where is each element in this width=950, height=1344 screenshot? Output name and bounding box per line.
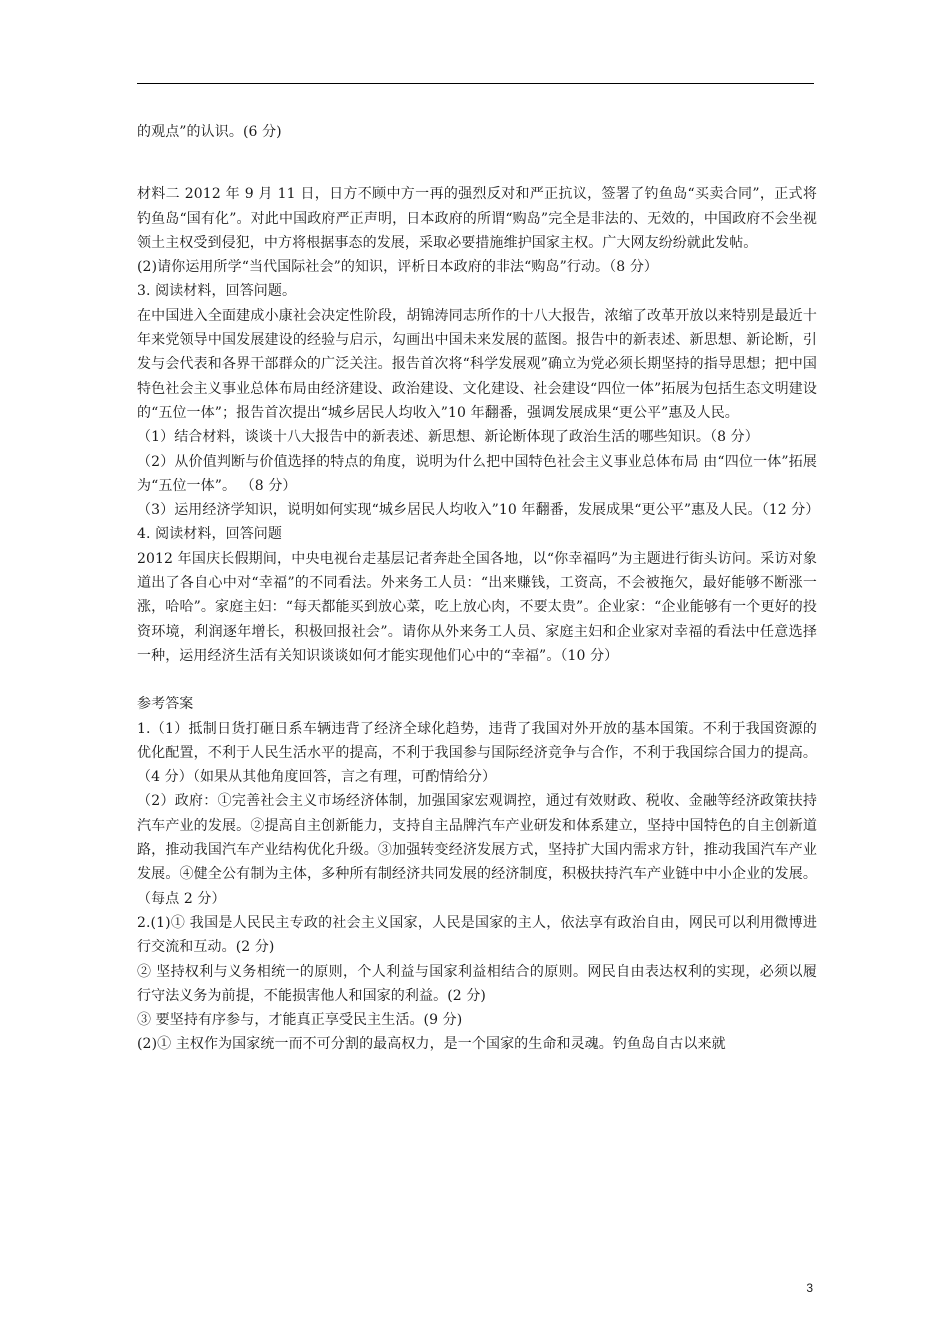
question-3-sub-2: （2）从价值判断与价值选择的特点的角度，说明为什么把中国特色社会主义事业总体布局 由“四位一体”拓展 为“五位一体”。 （8 分）: [137, 453, 817, 494]
answer-2-1: 2.(1)① 我国是人民民主专政的社会主义国家，人民是国家的主人，依法享有政治自由，网民可以利用微博进行交流和互动。(2 分): [137, 914, 817, 956]
question-3-sub-1: （1）结合材料，谈谈十八大报告中的新表述、新思想、新论断体现了政治生活的哪些知识。（8 分）: [137, 429, 759, 446]
answer-2-3: ③ 要坚持有序参与，才能真正享受民主生活。(9 分): [137, 1012, 463, 1029]
material-2: 材料二 2012 年 9 月 11 日，日方不顾中方一再的强烈反对和严正抗议，签署了钓鱼岛“买卖合同”，正式将钓鱼岛“国有化”。对此中国政府严正声明，日本政府的所谓“购岛”完全是非法的、无效的，中国政府不会坐视领土主权受到侵犯，中方将根据事态的发展，采取必要措施维护国家主权。广大网友纷纷就此发帖。: [137, 186, 817, 251]
answer-2-4: (2)① 主权作为国家统一而不可分割的最高权力，是一个国家的生命和灵魂。钓鱼岛自古以来就: [137, 1036, 726, 1053]
question-3-sub-3: （3）运用经济学知识，说明如何实现“城乡居民人均收入”10 年翻番，发展成果“更公平”惠及人民。（12 分）: [137, 502, 820, 519]
answer-1-2: （2）政府：①完善社会主义市场经济体制，加强国家宏观调控，通过有效财政、税收、金融等经济政策扶持汽车产业的发展。②提高自主创新能力，支持自主品牌汽车产业研发和体系建立，坚持中国特色的自主创新道路，推动我国汽车产业结构优化升级。③加强转变经济发展方式，坚持扩大国内需求方针，推动我国汽车产业发展。④健全公有制为主体，多种所有制经济共同发展的经济制度，积极扶持汽车产业链中中小企业的发展。（每点 2 分）: [137, 793, 817, 907]
header-rule: [137, 83, 814, 84]
top-fragment: 的观点”的认识。(6 分): [137, 124, 282, 140]
question-4-material: 2012 年国庆长假期间，中央电视台走基层记者奔赴全国各地，以“你幸福吗”为主题进行街头访问。采访对象道出了各自心中对“幸福”的不同看法。外来务工人员：“出来赚钱，工资高，不会被拖欠，最好能够不断涨一涨，哈哈”。家庭主妇：“每天都能买到放心菜，吃上放心肉，不要太贵”。企业家：“企业能够有一个更好的投资环境，利润逐年增长，积极回报社会”。请你从外来务工人员、家庭主妇和企业家对幸福的看法中任意选择一种，运用经济生活有关知识谈谈如何才能实现他们心中的“幸福”。（10 分）: [137, 550, 817, 664]
question-2-2: (2)请你运用所学“当代国际社会”的知识，评析日本政府的非法“购岛”行动。（8 分）: [137, 259, 659, 276]
document-body: [137, 120, 820, 1057]
question-3-material: 在中国进入全面建成小康社会决定性阶段，胡锦涛同志所作的十八大报告，浓缩了改革开放以来特别是最近十年来党领导中国发展建设的经验与启示，勾画出中国未来发展的蓝图。报告中的新表述、新思想、新论断，引发与会代表和各界干部群众的广泛关注。报告首次将“科学发展观”确立为党必须长期坚持的指导思想；把中国特色社会主义事业总体布局由经济建设、政治建设、文化建设、社会建设“四位一体”拓展为包括生态文明建设的“五位一体”；报告首次提出“城乡居民人均收入”10 年翻番，强调发展成果“更公平”惠及人民。: [137, 307, 817, 421]
answer-2-2: ② 坚持权利与义务相统一的原则，个人利益与国家利益相结合的原则。网民自由表达权利的实现，必须以履行守法义务为前提，不能损害他人和国家的利益。(2 分): [137, 963, 817, 1004]
answer-1-1: 1.（1）抵制日货打砸日系车辆违背了经济全球化趋势，违背了我国对外开放的基本国策。不利于我国资源的优化配置，不利于人民生活水平的提高，不利于我国参与国际经济竞争与合作，不利于我国综合国力的提高。（4 分）（如果从其他角度回答，言之有理，可酌情给分）: [137, 720, 817, 786]
page-number: 3: [806, 1281, 813, 1295]
answers-title: 参考答案: [137, 696, 194, 713]
question-3-title: 3. 阅读材料，回答问题。: [137, 283, 297, 300]
question-4-title: 4. 阅读材料，回答问题: [137, 526, 283, 543]
